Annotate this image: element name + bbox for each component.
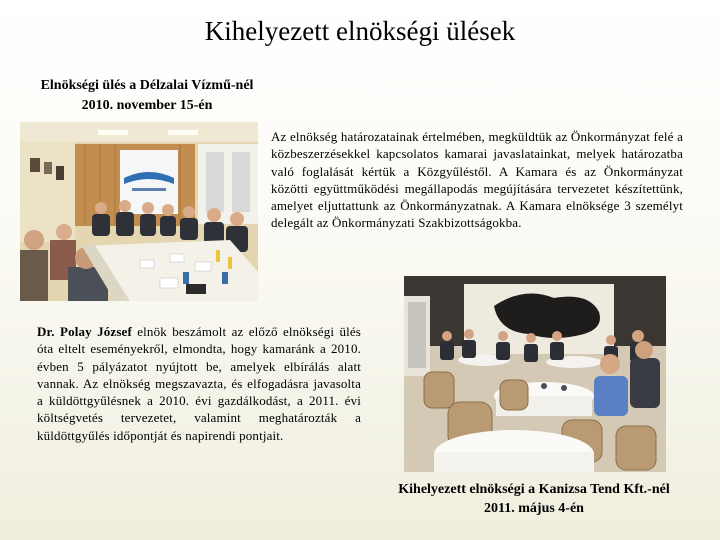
president-report-text: elnök beszámolt az előző elnökségi ülés óta eltelt eseményekről, elmondta, hogy kamaránk a 2010. évben 5 pályázatot nyújtott be, amelyek elbírálás alatt vannak. Az elnökség megszavazta, és elfogadásra javasolta a küldöttgyűlésnek a 2010. évi gazdálkodást, a 2011. évi költségvetés tervezetet, valamint meghatározták a küldöttgyűlés időpontját és napirendi pontjait. xyxy=(37,324,361,443)
page-title: Kihelyezett elnökségi ülések xyxy=(204,16,516,46)
paragraph-resolutions: Az elnökség határozatainak értelmében, megküldtük az Önkormányzat felé a közbeszerzésekkel kapcsolatos kamarai javaslatainkat, melyek határozatba való foglalását kértük a Közgyűléstől. A Kamara és az Önkormányzat közötti együttműködési megállapodás megújítására tervezetet készítettünk, amelyet eljuttattunk az Önkormányzatnak. A Kamara elnöksége 3 személyt delegált az Önkormányzati Szakbizottságokba. xyxy=(271,129,683,231)
caption-bottom-line2: 2011. május 4-én xyxy=(484,501,584,516)
caption-top-line1: Elnökségi ülés a Délzalai Vízmű-nél xyxy=(40,78,254,93)
photo-caption-top xyxy=(18,76,276,116)
photo-caption-bottom xyxy=(370,480,698,518)
meeting-photo-kanizsa-tend xyxy=(404,276,666,472)
meeting-photo-vizmu xyxy=(20,122,258,301)
paragraph-president-report xyxy=(37,323,361,444)
president-name: Dr. Polay József xyxy=(37,324,132,339)
caption-bottom-line1: Kihelyezett elnökségi a Kanizsa Tend Kft.-nél xyxy=(398,482,670,497)
caption-top-line2: 2010. november 15-én xyxy=(81,98,213,113)
